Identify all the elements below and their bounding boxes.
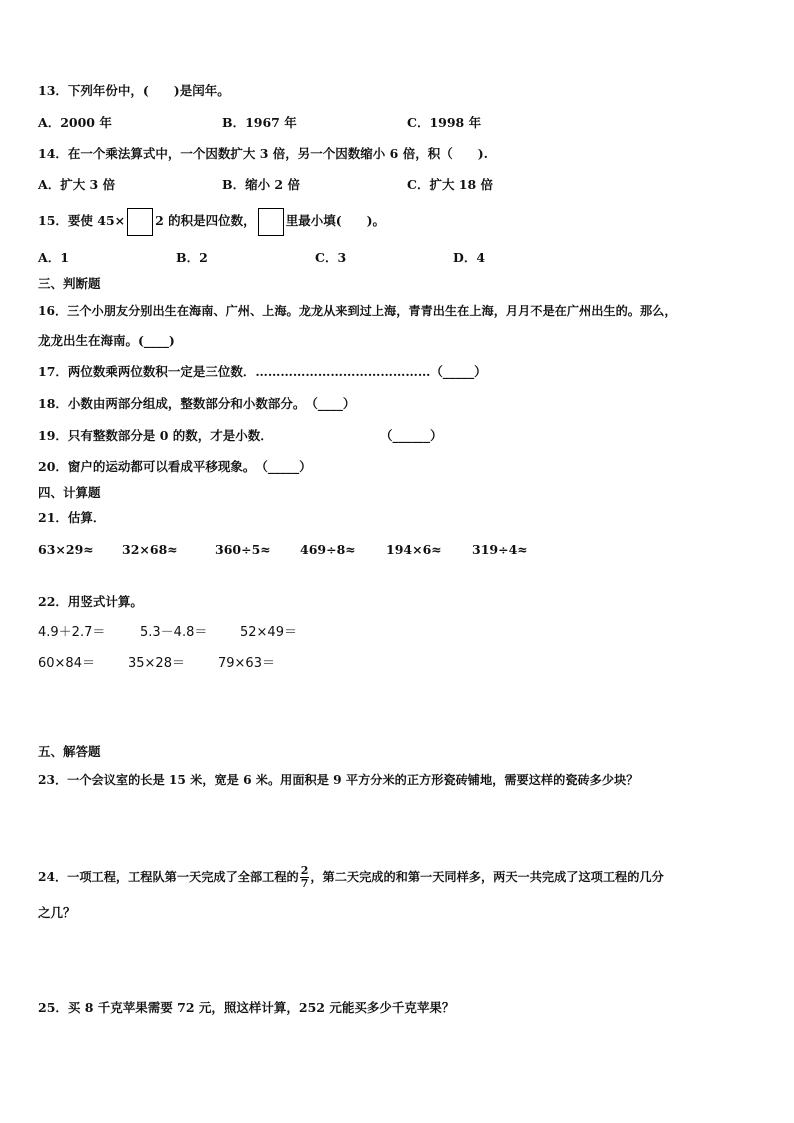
q15-mid: 2 的积是四位数， [155, 213, 256, 228]
q15-pre: 15．要使 45× [38, 213, 126, 228]
q21-item-6: 319÷4≈ [472, 542, 528, 557]
q13-option-b: B．1967 年 [222, 115, 297, 130]
q23-text: 23．一个会议室的长是 15 米，宽是 6 米。用面积是 9 平方分米的正方形瓷砖铺地，需要这样的瓷砖多少块？ [38, 773, 639, 787]
q22-item-1: 4.9＋2.7＝ [38, 625, 106, 640]
q14-option-a: A．扩大 3 倍 [38, 177, 116, 192]
q24-line1 [38, 860, 664, 894]
q15-text [38, 206, 385, 236]
q14-text: 14．在一个乘法算式中，一个因数扩大 3 倍，另一个因数缩小 6 倍，积（ ). [38, 146, 488, 161]
q13-option-a: A．2000 年 [38, 115, 112, 130]
q21-item-1: 63×29≈ [38, 542, 94, 557]
q15-box-1 [127, 208, 153, 236]
q24-fraction-denominator: 7 [300, 877, 309, 890]
q20-text: 20．窗户的运动都可以看成平移现象。 （_____） [38, 459, 312, 474]
q15-option-a: A．1 [38, 250, 69, 265]
q24-fraction [300, 865, 310, 890]
q17-text: 17．两位数乘两位数积一定是三位数．……………………………………（_____） [38, 364, 487, 379]
q22-item-5: 35×28＝ [128, 656, 185, 671]
q15-option-b: B．2 [176, 250, 208, 265]
q22-item-3: 52×49＝ [240, 625, 297, 640]
q21-item-2: 32×68≈ [122, 542, 178, 557]
q22-title: 22．用竖式计算。 [38, 594, 143, 609]
q19-text: 19．只有整数部分是 0 的数，才是小数． [38, 428, 273, 443]
q25-text: 25．买 8 千克苹果需要 72 元，照这样计算，252 元能买多少千克苹果？ [38, 1000, 455, 1015]
q13-option-c: C．1998 年 [407, 115, 482, 130]
q21-item-3: 360÷5≈ [215, 542, 271, 557]
q21-item-5: 194×6≈ [386, 542, 442, 557]
q15-post: 里最小填( )。 [285, 213, 386, 228]
q15-option-c: C．3 [315, 250, 347, 265]
q24-line2: 之几？ [38, 905, 76, 920]
q21-title: 21．估算． [38, 510, 106, 525]
q21-item-4: 469÷8≈ [300, 542, 356, 557]
q15-option-d: D．4 [453, 250, 486, 265]
q14-option-c: C．扩大 18 倍 [407, 177, 494, 192]
q16-line1: 16．三个小朋友分别出生在海南、广州、上海。龙龙从来到过上海，青青出生在上海，月月不是在广州出生的。那么， [38, 304, 677, 318]
q14-option-b: B．缩小 2 倍 [222, 177, 300, 192]
q22-item-4: 60×84＝ [38, 656, 95, 671]
q22-item-2: 5.3－4.8＝ [140, 625, 208, 640]
q18-text: 18．小数由两部分组成，整数部分和小数部分。 （____） [38, 396, 356, 411]
q24-fraction-numerator: 2 [300, 864, 309, 877]
section-3-heading: 三、判断题 [38, 276, 101, 291]
section-5-heading: 五、解答题 [38, 744, 101, 759]
q19-blank: （______） [380, 428, 443, 443]
q24-pre: 24．一项工程，工程队第一天完成了全部工程的 [38, 870, 299, 884]
q22-item-6: 79×63＝ [218, 656, 275, 671]
q24-post: ，第二天完成的和第一天同样多，两天一共完成了这项工程的几分 [310, 870, 664, 884]
q13-text: 13．下列年份中，( )是闰年。 [38, 83, 230, 98]
q15-box-2 [258, 208, 284, 236]
q16-line2: 龙龙出生在海南。(____) [38, 333, 175, 348]
section-4-heading: 四、计算题 [38, 485, 101, 500]
